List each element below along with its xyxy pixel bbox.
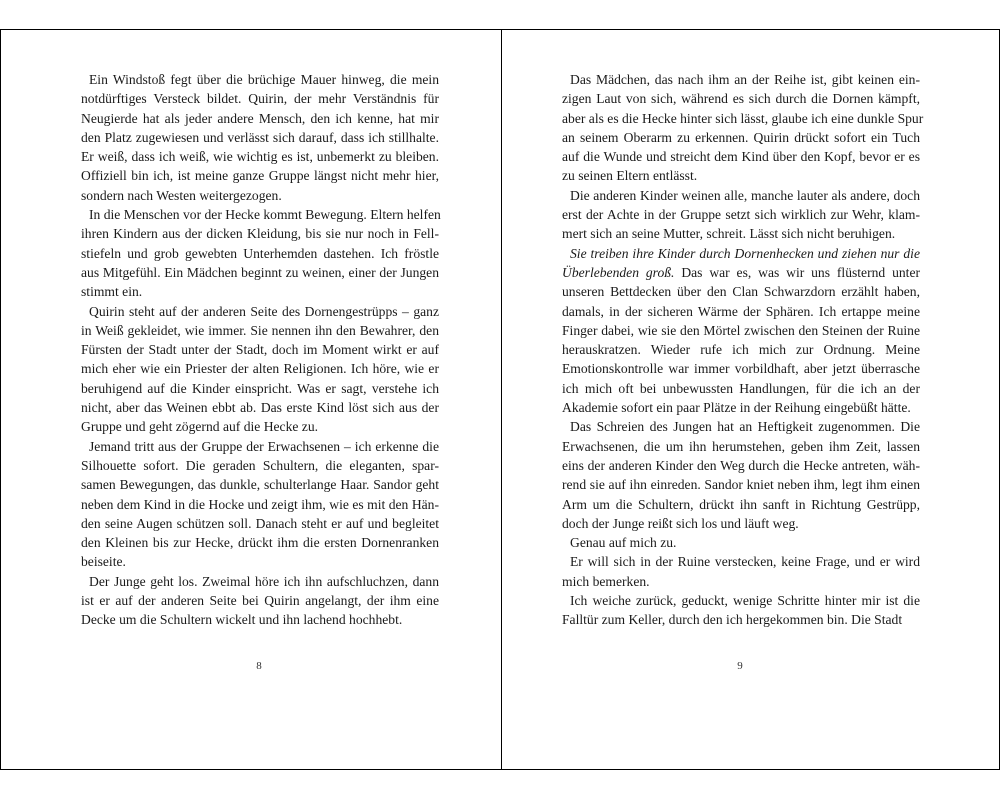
text-line: ist er auf der anderen Seite bei Quirin angelangt, der ihm eine [81, 593, 439, 609]
text-line: in Weiß gekleidet, wie immer. Sie nennen ihn den Bewahrer, den [81, 322, 439, 338]
paragraph [81, 205, 439, 301]
text-line: sondern nach Westen weitergezogen. [81, 187, 282, 203]
text-line: damals, in der sicheren Wärme der Sphären. Ich ertappe meine [562, 303, 920, 319]
text-line: eins der anderen Kinder den Weg durch die Hecke antreten, wäh- [562, 457, 920, 473]
text-line: Gruppe und geht zögernd auf die Hecke zu. [81, 419, 319, 435]
text-line: den Platz zugewiesen und verlässt sich darauf, dass ich stillhalte. [81, 129, 439, 145]
text-line: Ich weiche zurück, geduckt, wenige Schritte hinter mir ist die [570, 593, 920, 609]
paragraph [562, 186, 920, 244]
text-line: Silhouette sofort. Die geraden Schultern, die eleganten, spar- [81, 457, 439, 473]
text-line: Akademie sofort ein paar Plätze in der Reihung eingebüßt hätte. [562, 400, 911, 416]
text-line: mich eher wie ein Priester der alten Religionen. Ich höre, wie er [81, 361, 439, 377]
text-line: Er weiß, dass ich weiß, wie wichtig es ist, unbemerkt zu bleiben. [81, 149, 439, 165]
paragraph [562, 417, 920, 533]
paragraph [562, 533, 920, 552]
text-line: unseren Bettdecken über den Clan Schwarzdorn erzählt haben, [562, 284, 920, 300]
text-line: stiefeln und grob gewebten Unterhemden dastehen. Ich fröstle [81, 245, 439, 261]
paragraph [81, 302, 439, 437]
text-line: zu seinen Eltern entlässt. [562, 168, 698, 184]
text-line: neben dem Kind in die Hocke und zeigt ihm, wie es mit den Hän- [81, 496, 439, 512]
paragraph [81, 572, 439, 630]
text-line: doch der Junge reißt sich los und läuft weg. [562, 515, 799, 531]
text-line: Genau auf mich zu. [570, 535, 677, 551]
paragraph [81, 437, 439, 572]
text-line: zigen Laut von sich, während es sich durch die Dornen kämpft, [562, 91, 920, 107]
paragraph [81, 70, 439, 205]
paragraph [562, 244, 920, 418]
text-line: herauskratzen. Wieder rufe ich mich zur Ordnung. Meine [562, 342, 920, 358]
page-gutter [501, 30, 502, 769]
text-line: Überlebenden groß. Das war es, was wir uns flüsternd unter [562, 264, 921, 280]
text-line: Quirin steht auf der anderen Seite des Dornengestrüpps – ganz [89, 303, 439, 319]
text-line: Offiziell bin ich, ist meine ganze Gruppe längst nicht mehr hier, [81, 168, 439, 184]
text-line: samen Bewegungen, das dunkle, schulterlange Haar. Sandor geht [81, 477, 439, 493]
text-line: den seine Augen schützen soll. Danach steht er auf und begleitet [81, 515, 439, 531]
text-line: Er will sich in der Ruine verstecken, keine Frage, und er wird [570, 554, 920, 570]
text-line: Die anderen Kinder weinen alle, manche lauter als andere, doch [570, 187, 920, 203]
text-line: Arm um die Schultern, drückt ihn sanft in Richtung Gestrüpp, [562, 496, 920, 512]
right-page [562, 70, 924, 630]
text-line: erst der Achte in der Gruppe setzt sich wirklich zur Wehr, klam- [562, 207, 920, 223]
page-number-right: 9 [737, 660, 743, 672]
text-line: beiseite. [81, 554, 126, 570]
text-line: an seinem Oberarm zu erkennen. Quirin drückt sofort ein Tuch [562, 129, 920, 145]
text-line: ich mich oft bei unbewussten Handlungen, für die ich an der [562, 380, 920, 396]
text-line: Emotionskontrolle war immer vorbildhaft, aber jetzt überrasche [562, 361, 920, 377]
paragraph [562, 70, 924, 186]
text-line: beruhigend auf die Kinder einspricht. Was er sagt, verstehe ich [81, 380, 439, 396]
text-line: Falltür zum Keller, durch den ich hergekommen bin. Die Stadt [562, 612, 903, 628]
text-line: Neugierde hat als jeder andere Mensch, den ich kenne, hat mir [81, 110, 439, 126]
text-line: aber als es die Hecke hinter sich lässt, glaube ich eine dunkle Spur [562, 110, 924, 126]
text-line: aus Mitgefühl. Ein Mädchen beginnt zu weinen, einer der Jungen [81, 264, 439, 280]
text-line: Das Schreien des Jungen hat an Heftigkeit zugenommen. Die [570, 419, 920, 435]
text-line: Jemand tritt aus der Gruppe der Erwachsenen – ich erkenne die [89, 438, 439, 454]
text-line: In die Menschen vor der Hecke kommt Bewegung. Eltern helfen [89, 207, 441, 223]
text-line: Ein Windstoß fegt über die brüchige Mauer hinweg, die mein [89, 72, 439, 87]
text-line: ihren Kindern aus der dicken Kleidung, bis sie nur noch in Fell- [81, 226, 439, 242]
paragraph [562, 591, 920, 630]
text-line: den Kleinen bis zur Hecke, drückt ihm die ersten Dornenranken [81, 535, 439, 551]
text-line: stimmt ein. [81, 284, 143, 300]
text-line: Decke um die Schultern wickelt und ihn lachend hochhebt. [81, 612, 403, 628]
text-line: notdürftiges Versteck bildet. Quirin, der mehr Verständnis für [81, 91, 439, 107]
left-page [81, 70, 439, 630]
text-line: auf die Wunde und streicht dem Kind über den Kopf, bevor er es [562, 149, 920, 165]
text-line: nicht, aber das Weinen ebbt ab. Das erste Kind löst sich aus der [81, 400, 439, 416]
text-line: mert sich an seine Mutter, schreit. Lässt sich nicht beruhigen. [562, 226, 896, 242]
text-line: Erwachsenen, die um ihn herumstehen, geben ihm Zeit, lassen [562, 438, 920, 454]
text-line: Finger dabei, wie sie den Mörtel zwischen den Steinen der Ruine [562, 322, 920, 338]
text-line: Der Junge geht los. Zweimal höre ich ihn aufschluchzen, dann [89, 573, 439, 589]
text-line: Sie treiben ihre Kinder durch Dornenhecken und ziehen nur die [570, 245, 920, 261]
paragraph [562, 552, 920, 591]
text-line: rend sie auf ihn einreden. Sandor kniet neben ihm, legt ihm einen [562, 477, 920, 493]
text-line: mich bemerken. [562, 573, 650, 589]
text-line: Das Mädchen, das nach ihm an der Reihe ist, gibt keinen ein- [570, 72, 920, 87]
page-number-left: 8 [256, 660, 262, 672]
text-line: Fürsten der Stadt unter der Stadt, doch im Moment wirkt er auf [81, 342, 439, 358]
